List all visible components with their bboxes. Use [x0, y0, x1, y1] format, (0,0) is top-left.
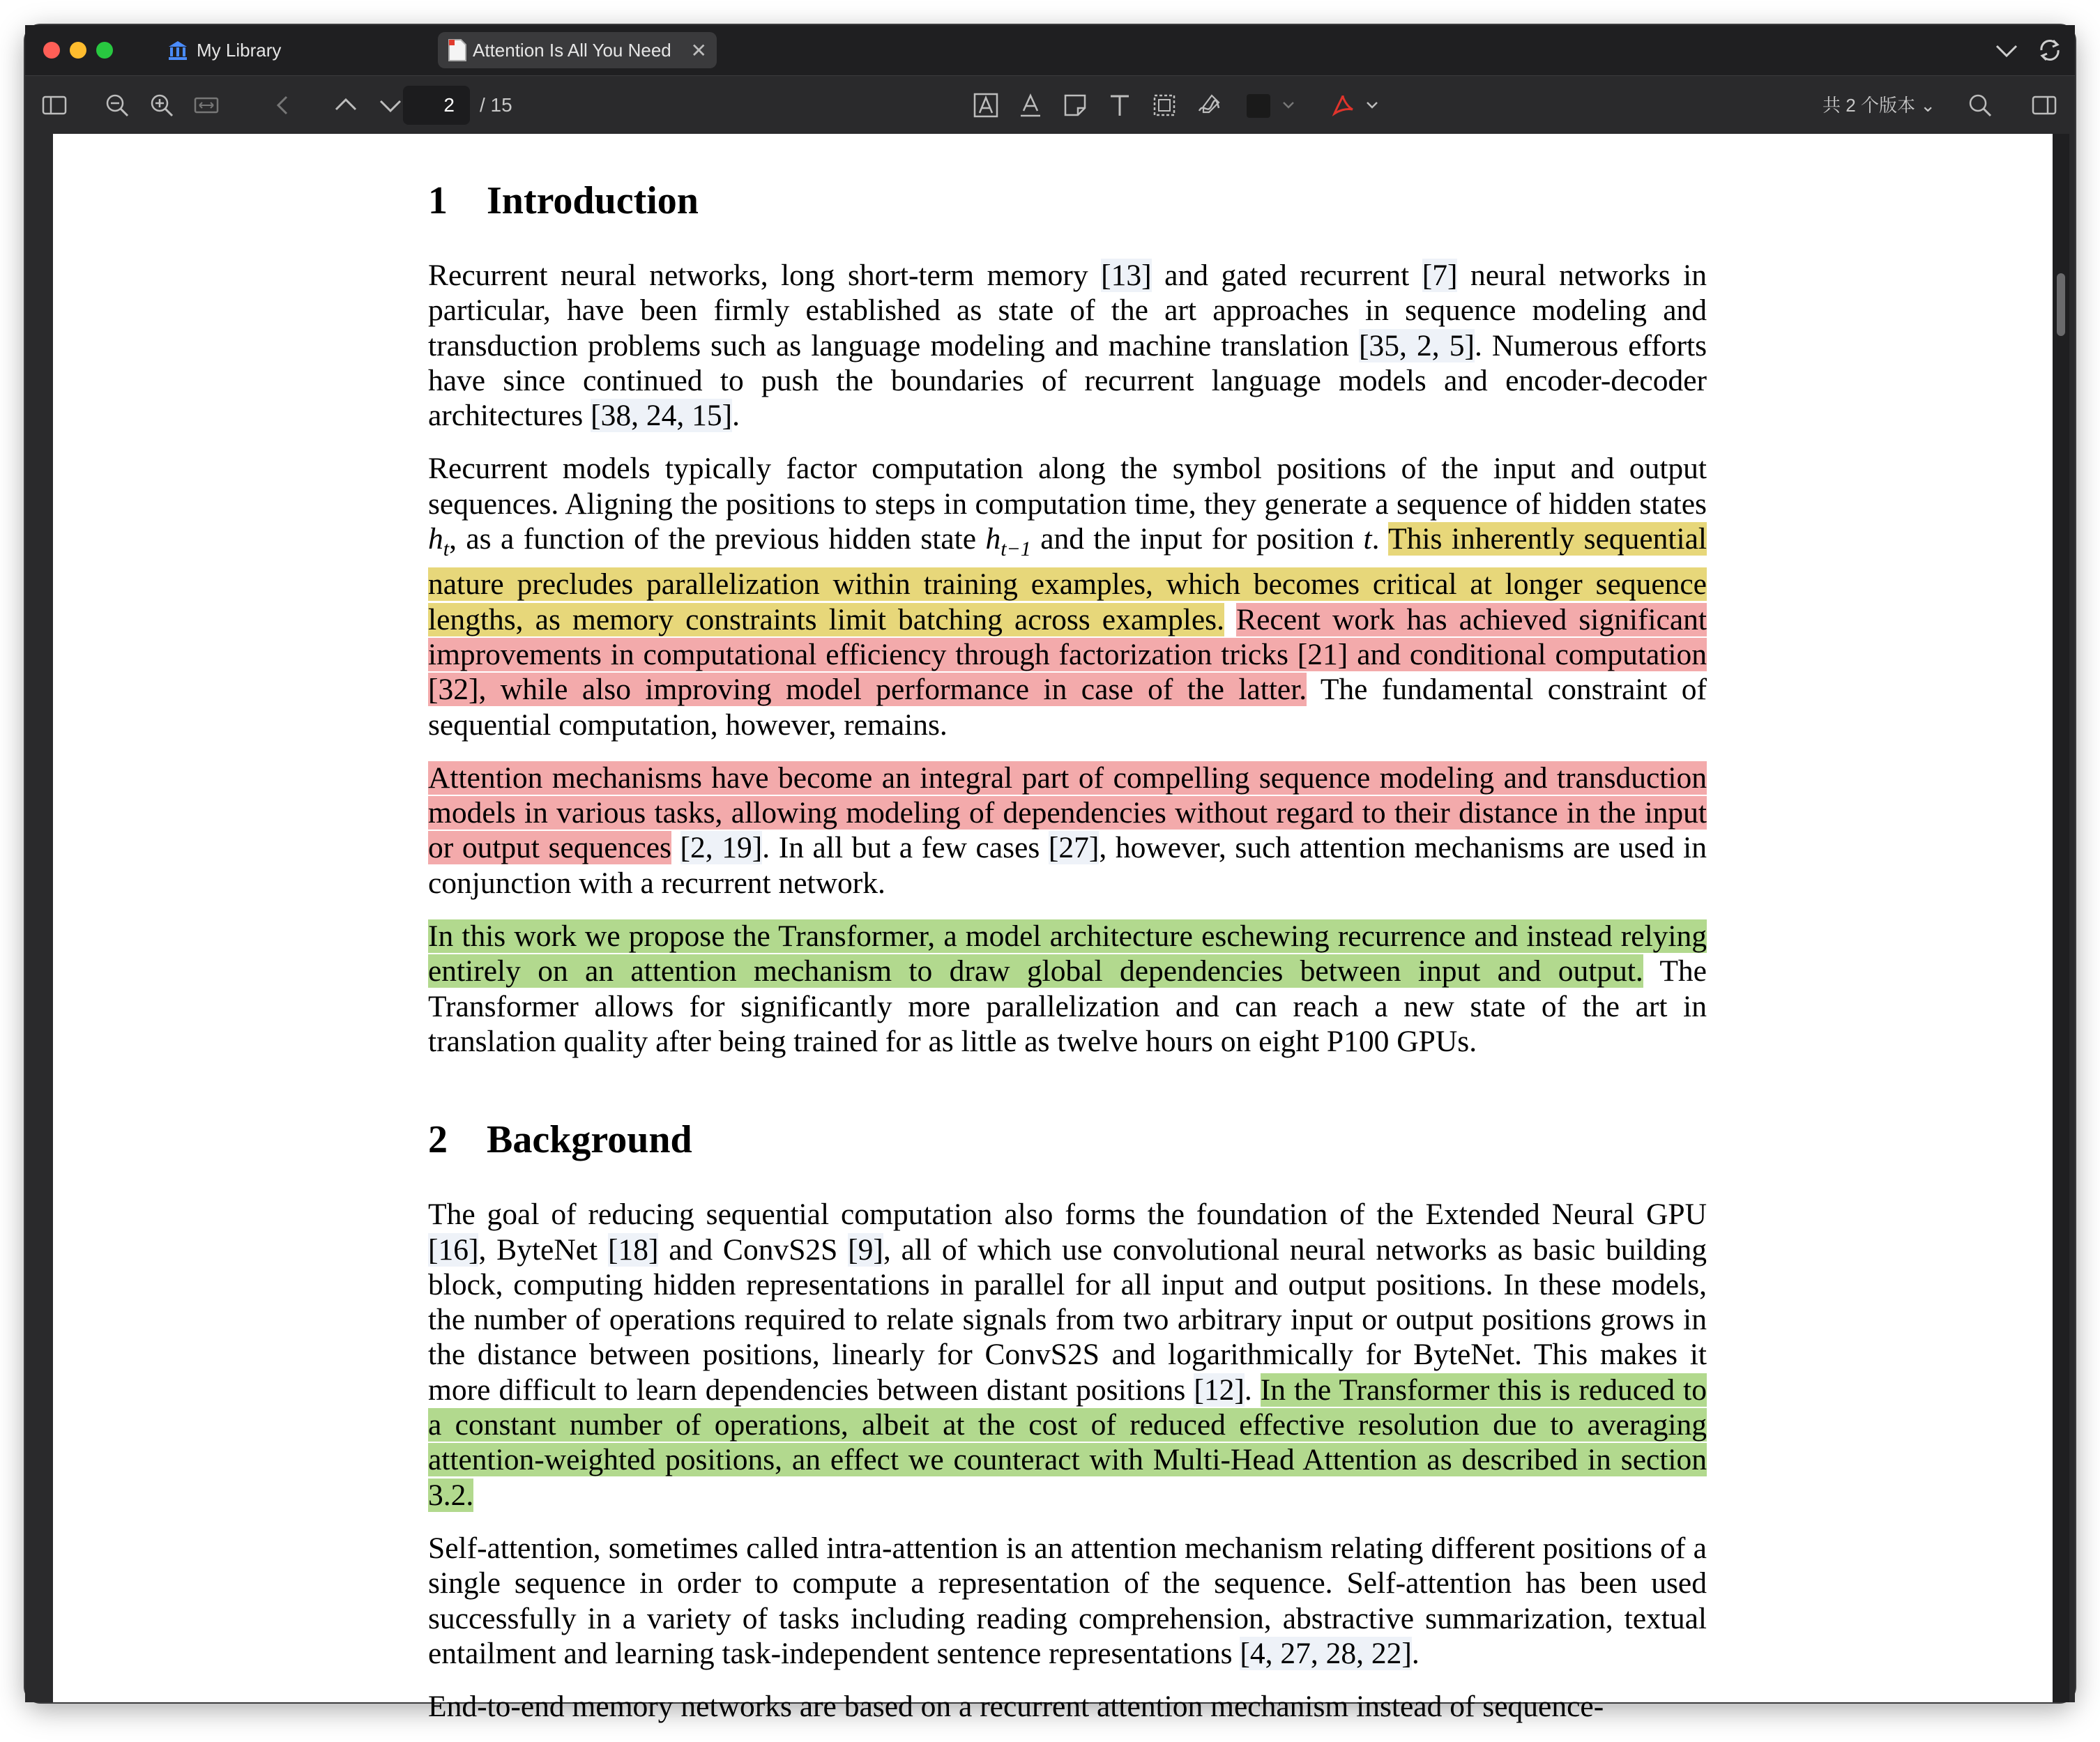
reader-content — [25, 134, 2075, 1724]
section-heading-introduction — [428, 176, 1707, 226]
pdf-acrobat-icon[interactable] — [1327, 90, 1358, 121]
citation-link[interactable]: [16] — [428, 1232, 479, 1267]
color-dropdown-chevron-icon[interactable] — [1273, 90, 1291, 121]
highlight-annotation-green[interactable]: In this work we propose the Transformer, a model architecture eschewing recurrence and instead relying entirely on an attention mechanism to draw global dependencies between input and output. — [428, 919, 1707, 988]
chevron-down-icon: ⌄ — [1920, 95, 1935, 116]
scrollbar[interactable] — [2053, 134, 2069, 1702]
context-pane-icon[interactable] — [2029, 90, 2060, 121]
page-total: / 15 — [480, 94, 512, 116]
paragraph-intro-4: In this work we propose the Transformer, a model architecture eschewing recurrence and instead relying entirely on an attention mechanism to draw global dependencies between input and output. The Transformer allows for significantly more parallelization and can reach a new state of the art in translation quality after being trained for as little as twelve hours on eight P100 GPUs. — [428, 919, 1707, 1058]
citation-link[interactable]: [27] — [1048, 831, 1100, 865]
fit-width-icon[interactable] — [191, 90, 222, 121]
highlight-annotation-yellow[interactable]: This inherently sequential nature precludes parallelization within training examples, which becomes critical at longer sequence lengths, as memory constraints limit batching across examples. — [428, 522, 1707, 636]
citation-link[interactable]: [18] — [607, 1232, 659, 1267]
window-close-button[interactable] — [43, 42, 60, 59]
color-icon[interactable] — [1247, 94, 1270, 118]
paragraph-intro-3: Attention mechanisms have become an integral part of compelling sequence modeling and transduction models in various tasks, allowing modeling of dependencies without regard to their distance in the input or output sequences [2, 19]. In all but a few cases [27], however, such attention mechanisms are used in conjunction with a recurrent network. — [428, 761, 1707, 900]
paragraph-intro-1: Recurrent neural networks, long short-term memory [13] and gated recurrent [7] neural networks in particular, have been firmly established as state of the art approaches in sequence modeling and transduction problems such as language modeling and machine translation [35, 2, 5]. Numerous efforts have since continued to push the boundaries of recurrent language models and encoder-decoder architectures [38, 24, 15]. — [428, 259, 1707, 433]
pdf-page[interactable] — [53, 134, 2053, 1724]
paragraph-background-2: Self-attention, sometimes called intra-attention is an attention mechanism relating different positions of a single sequence in order to compute a representation of the sequence. Self-attention has been used successfully in a variety of tasks including reading comprehension, abstractive summarization, textual entailment and learning task-independent sentence representations [4, 27, 28, 22]. — [428, 1531, 1707, 1670]
section-title: Introduction — [487, 179, 699, 222]
paper-text — [428, 134, 1707, 1742]
back-icon[interactable] — [268, 90, 298, 121]
text-icon[interactable] — [1104, 90, 1135, 121]
paragraph-background-3: End-to-end memory networks are based on a recurrent attention mechanism instead of sequence- — [428, 1690, 1604, 1724]
section-number: 2 — [428, 1118, 448, 1162]
citation-link[interactable]: [13] — [1101, 259, 1152, 292]
area-select-icon[interactable] — [1149, 90, 1180, 121]
citation-link[interactable]: [7] — [1422, 259, 1458, 292]
scrollbar-thumb[interactable] — [2057, 273, 2065, 336]
ink-icon[interactable] — [1194, 90, 1224, 121]
pdf-icon — [448, 38, 467, 62]
underline-icon[interactable] — [1015, 90, 1046, 121]
highlight-annotation-green[interactable]: In the Transformer this is reduced to a constant number of operations, albeit at the cost of reduced effective resolution due to averaging attention-weighted positions, an effect we counteract with Multi-Head Attention as described in section 3.2. — [428, 1373, 1707, 1512]
zoom-out-icon[interactable] — [102, 90, 132, 121]
paragraph-background-1: The goal of reducing sequential computation also forms the foundation of the Extended Neural GPU [16], ByteNet [18] and ConvS2S [9], all of which use convolutional neural networks as basic building block, computing hidden representations in parallel for all input and output positions. In these models, the number of operations required to relate signals from two arbitrary input or output positions grows in the distance between positions, linearly for ConvS2S and logarithmically for ByteNet. This makes it more difficult to learn dependencies between distant positions [12]. In the Transformer this is reduced to a constant number of operations, albeit at the cost of reduced effective resolution due to averaging attention-weighted positions, an effect we counteract with Multi-Head Attention as described in section 3.2. — [428, 1198, 1707, 1512]
zoom-in-icon[interactable] — [146, 90, 177, 121]
tab-label: My Library — [197, 39, 282, 61]
search-icon[interactable] — [1965, 90, 1995, 121]
tab-attention-paper[interactable] — [438, 32, 717, 68]
tab-my-library[interactable] — [159, 32, 438, 68]
tab-label: Attention Is All You Need — [473, 39, 671, 61]
close-tab-icon[interactable]: ✕ — [690, 39, 707, 61]
page-up-icon[interactable] — [330, 90, 361, 121]
section-title: Background — [487, 1118, 692, 1162]
citation-link[interactable]: [4, 27, 28, 22] — [1240, 1636, 1412, 1670]
highlight-annotation-red[interactable]: Attention mechanisms have become an integral part of compelling sequence modeling and transduction models in various tasks, allowing modeling of dependencies without regard to their distance in the input or output sequences — [428, 761, 1707, 865]
sidebar-toggle-icon[interactable] — [39, 90, 70, 121]
citation-link[interactable]: [38, 24, 15] — [591, 399, 733, 433]
citation-link[interactable]: [12] — [1194, 1373, 1245, 1407]
note-icon[interactable] — [1060, 90, 1090, 121]
citation-link[interactable]: [9] — [848, 1232, 883, 1267]
reader-toolbar — [25, 75, 2075, 136]
citation-link[interactable]: [35, 2, 5] — [1358, 328, 1475, 362]
citation-link[interactable]: [2, 19] — [680, 831, 763, 865]
highlight-text-icon[interactable] — [971, 90, 1001, 121]
library-icon — [166, 38, 190, 62]
window-minimize-button[interactable] — [70, 42, 86, 59]
sync-icon[interactable] — [2034, 35, 2065, 66]
section-number: 1 — [428, 179, 448, 222]
versions-dropdown[interactable] — [1823, 86, 1935, 125]
app-window — [25, 25, 2075, 1724]
section-heading-background — [428, 1115, 1707, 1165]
highlight-annotation-red[interactable]: Recent work has achieved significant improvements in computational efficiency through factorization tricks [21] and conditional computation [32], while also improving model performance in case of the latter. — [428, 602, 1707, 707]
paragraph-intro-2: Recurrent models typically factor computation along the symbol positions of the input and output sequences. Aligning the positions to steps in computation time, they generate a sequence of hidden states $h_t$, as a function of the previous hidden state $h_{t-1}$ and the input for position t. This inherently sequential nature precludes parallelization within training examples, which becomes critical at longer sequence lengths, as memory constraints limit batching across examples. Recent work has achieved significant improvements in computational efficiency through factorization tricks [21] and conditional computation [32], while also improving model performance in case of the latter. The fundamental constraint of sequential computation, however, remains. — [428, 452, 1707, 742]
page-down-icon[interactable] — [375, 90, 406, 121]
tab-bar — [25, 25, 2075, 75]
window-zoom-button[interactable] — [96, 42, 113, 59]
page-number-input[interactable]: 2 — [403, 86, 470, 125]
tab-list-chevron-icon[interactable] — [1991, 35, 2022, 66]
versions-label: 共 2 个版本 — [1823, 95, 1915, 116]
pdf-menu-chevron-icon[interactable] — [1357, 90, 1375, 121]
